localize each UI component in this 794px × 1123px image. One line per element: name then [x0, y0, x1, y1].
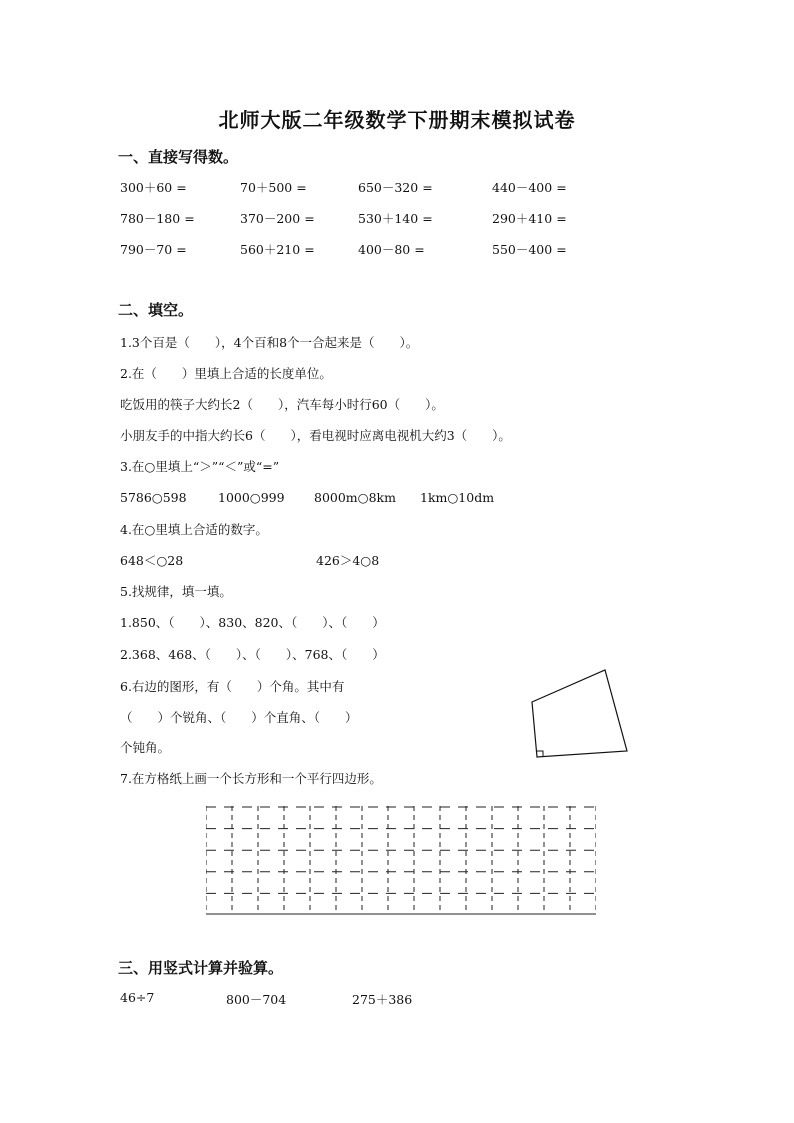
calc-item: 70＋500 = [240, 180, 307, 195]
question-6: 6.右边的图形，有（ ）个角。其中有 [120, 679, 345, 694]
vertical-calc-item: 46÷7 [120, 990, 155, 1005]
compare-item: 1000○999 [218, 490, 285, 505]
vertical-calc-item: 275＋386 [352, 992, 413, 1007]
question-2a: 吃饭用的筷子大约长2（ ），汽车每小时行60（ ）。 [120, 397, 444, 412]
calc-item: 650－320 = [358, 180, 433, 195]
section1-heading: 一、直接写得数。 [118, 148, 239, 166]
calc-item: 290＋410 = [492, 211, 567, 226]
question-6b: （ ）个锐角、（ ）个直角、（ ） [120, 710, 358, 725]
calc-item: 780－180 = [120, 211, 195, 226]
calc-item: 300＋60 = [120, 180, 187, 195]
compare-item: 5786○598 [120, 490, 187, 505]
question-2: 2.在（ ）里填上合适的长度单位。 [120, 366, 332, 381]
calc-item: 530＋140 = [358, 211, 433, 226]
question-2b: 小朋友手的中指大约长6（ ），看电视时应离电视机大约3（ ）。 [120, 428, 511, 443]
pattern-1: 1.850、（ ）、830、820、（ ）、（ ） [120, 615, 385, 630]
question-3: 3.在○里填上“＞”“＜”或“=” [120, 459, 280, 474]
calc-item: 550－400 = [492, 242, 567, 257]
vertical-calc-item: 800－704 [226, 992, 287, 1007]
quadrilateral-figure [528, 668, 632, 764]
question-1: 1.3个百是（ ），4个百和8个一合起来是（ ）。 [120, 335, 419, 350]
calc-item: 560＋210 = [240, 242, 315, 257]
digit-item: 648＜○28 [120, 553, 184, 568]
page-title: 北师大版二年级数学下册期末模拟试卷 [218, 108, 576, 132]
calc-item: 440－400 = [492, 180, 567, 195]
calc-item: 790－70 = [120, 242, 187, 257]
section2-heading: 二、填空。 [118, 301, 194, 319]
question-7: 7.在方格纸上画一个长方形和一个平行四边形。 [120, 771, 382, 786]
compare-item: 8000m○8km [314, 490, 396, 505]
pattern-2: 2.368、468、（ ）、（ ）、768、（ ） [120, 647, 385, 662]
question-5: 5.找规律，填一填。 [120, 584, 232, 599]
digit-item: 426＞4○8 [316, 553, 380, 568]
section3-heading: 三、用竖式计算并验算。 [118, 959, 284, 977]
calc-item: 400－80 = [358, 242, 425, 257]
question-6c: 个钝角。 [120, 740, 171, 755]
calc-item: 370－200 = [240, 211, 315, 226]
question-4: 4.在○里填上合适的数字。 [120, 522, 268, 537]
grid-paper [206, 806, 596, 916]
compare-item: 1km○10dm [420, 490, 495, 505]
